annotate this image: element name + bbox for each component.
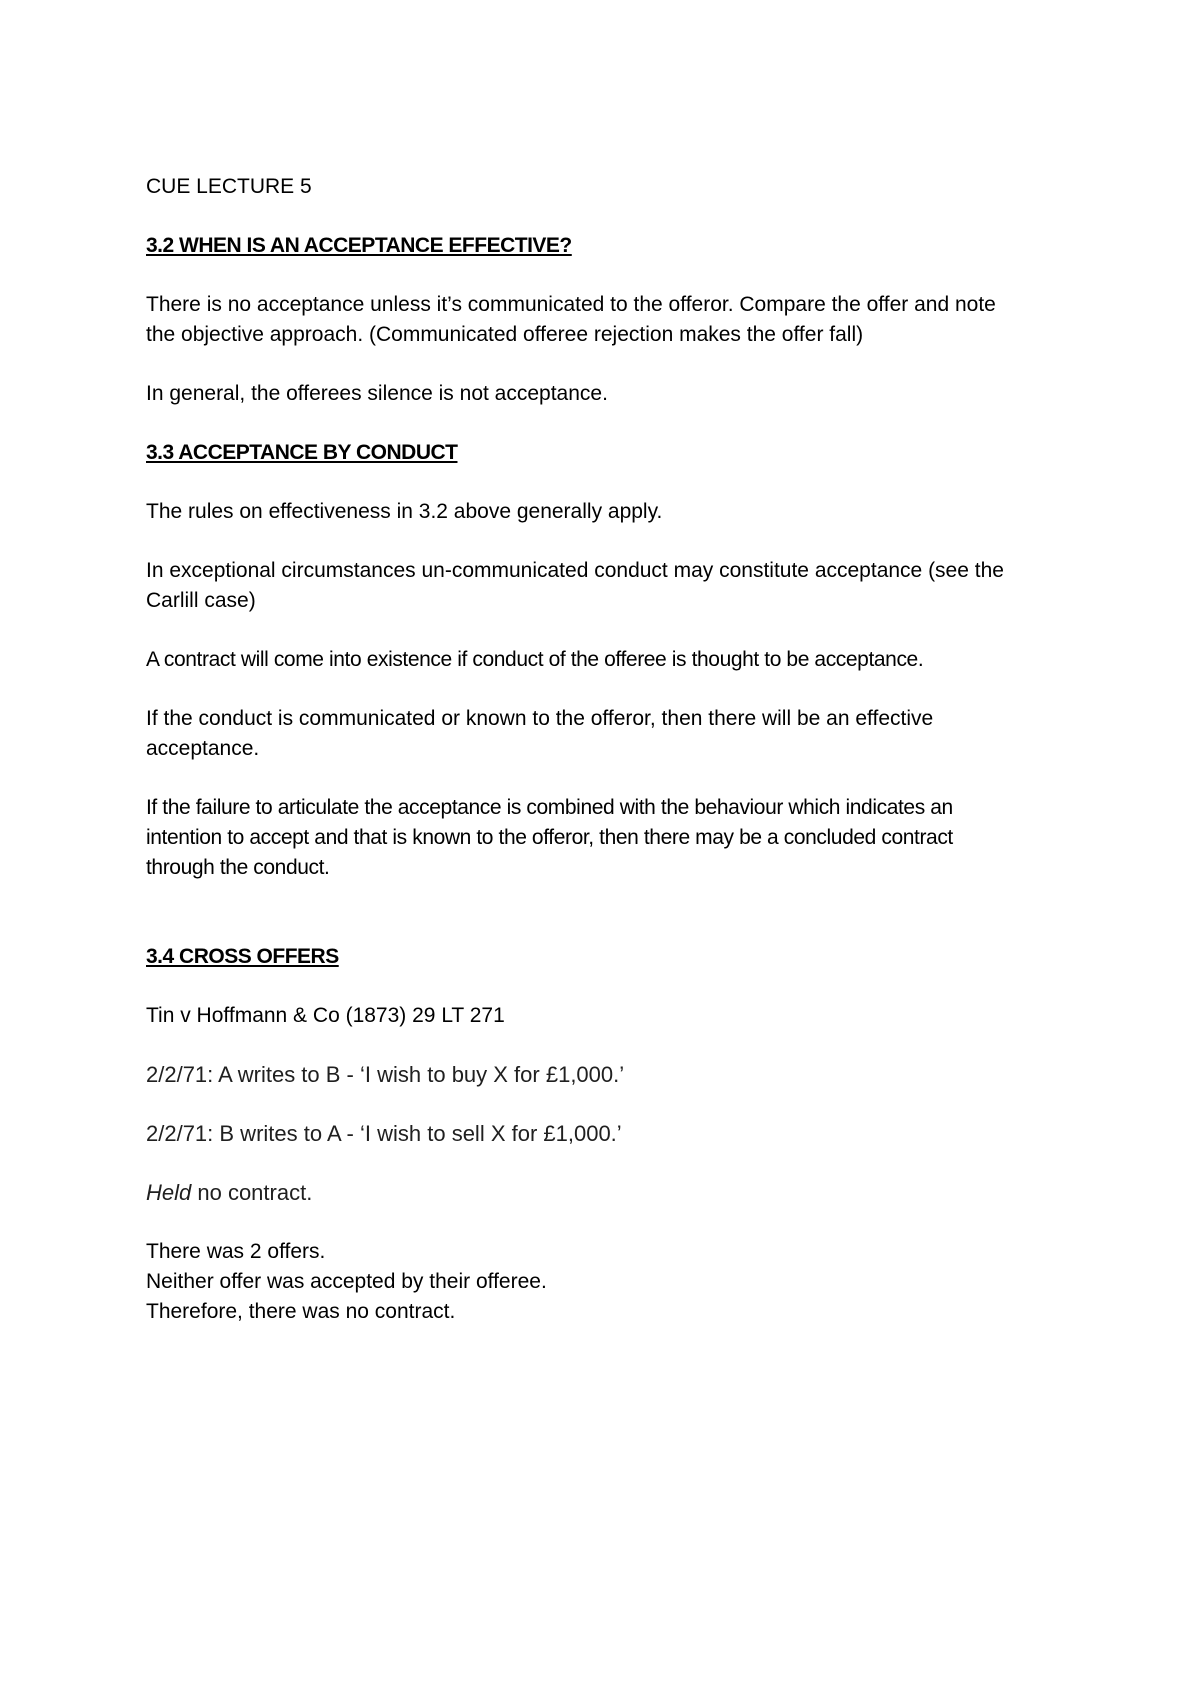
paragraph-line: through the conduct.: [146, 856, 330, 879]
summary-line: Therefore, there was no contract.: [146, 1300, 456, 1323]
summary-line: There was 2 offers.: [146, 1240, 326, 1263]
paragraph-line: If the conduct is communicated or known to the offeror, then there will be an effective: [146, 707, 934, 730]
case-summary: [146, 1237, 1076, 1327]
case-citation: Tin v Hoffmann & Co (1873) 29 LT 271: [146, 1004, 505, 1027]
paragraph-line: There is no acceptance unless it’s communicated to the offeror. Compare the offer and note: [146, 293, 996, 316]
case-held: [146, 1178, 1076, 1208]
paragraph-line: acceptance.: [146, 737, 260, 760]
section-heading-3-2: 3.2 WHEN IS AN ACCEPTANCE EFFECTIVE?: [146, 234, 572, 257]
paragraph-line: the objective approach. (Communicated offeree rejection makes the offer fall): [146, 323, 864, 346]
summary-line: Neither offer was accepted by their offeree.: [146, 1270, 547, 1293]
case-fact-buy: 2/2/71: A writes to B - ‘I wish to buy X for £1,000.’: [146, 1062, 625, 1087]
paragraph-line: In exceptional circumstances un-communicated conduct may constitute acceptance (see the: [146, 559, 1004, 582]
paragraph-failure-to-articulate: [146, 793, 1076, 883]
paragraph-silence: In general, the offerees silence is not acceptance.: [146, 382, 608, 405]
paragraph-exceptional: [146, 556, 1076, 616]
paragraph-communicated-conduct: [146, 704, 1076, 764]
paragraph-line: If the failure to articulate the acceptance is combined with the behaviour which indicates an: [146, 796, 953, 819]
document-body: [146, 172, 1076, 1327]
paragraph-contract-existence: A contract will come into existence if conduct of the offeree is thought to be acceptance.: [146, 648, 924, 671]
paragraph-line: intention to accept and that is known to the offeror, then there may be a concluded contract: [146, 826, 953, 849]
paragraph-line: Carlill case): [146, 589, 256, 612]
case-fact-sell: 2/2/71: B writes to A - ‘I wish to sell X for £1,000.’: [146, 1121, 622, 1146]
held-text: no contract.: [191, 1180, 313, 1205]
section-heading-3-4: 3.4 CROSS OFFERS: [146, 945, 339, 968]
paragraph-no-acceptance: [146, 290, 1076, 350]
document-title: CUE LECTURE 5: [146, 175, 312, 198]
held-label: Held: [146, 1180, 192, 1205]
section-heading-3-3: 3.3 ACCEPTANCE BY CONDUCT: [146, 441, 458, 464]
paragraph-rules: The rules on effectiveness in 3.2 above generally apply.: [146, 500, 663, 523]
